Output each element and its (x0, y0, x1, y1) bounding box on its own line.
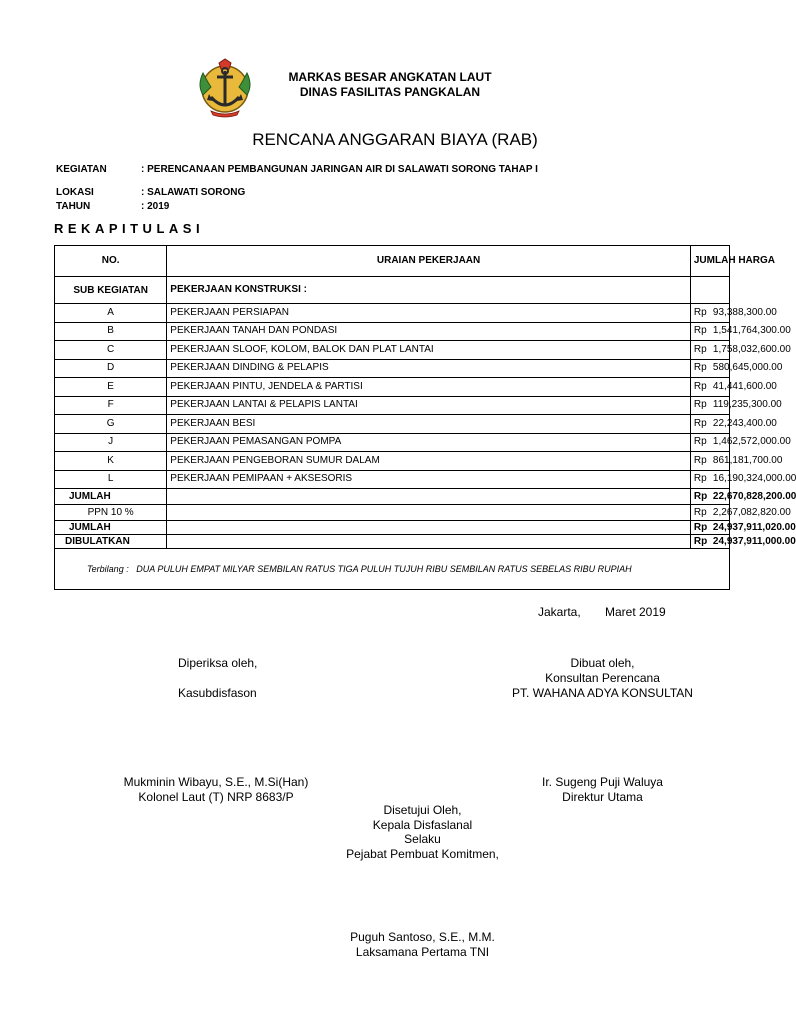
table-row (55, 396, 730, 415)
row-currency: Rp (690, 452, 710, 471)
lokasi-label: LOKASI (56, 187, 94, 198)
left-sig-name: Mukminin Wibayu, S.E., M.Si(Han) (123, 775, 309, 789)
org-name-line1: MARKAS BESAR ANGKATAN LAUT (288, 70, 492, 84)
row-amount: 16,190,324,000.00 (710, 470, 730, 489)
rab-table (54, 245, 796, 590)
row-uraian: PEKERJAAN PEMASANGAN POMPA (167, 433, 691, 452)
kegiatan-label: KEGIATAN (56, 164, 107, 175)
right-sig-rank: Direktur Utama (562, 790, 643, 804)
row-currency: Rp (690, 304, 710, 323)
table-row (55, 470, 730, 489)
row-uraian: PEKERJAAN SLOOF, KOLOM, BALOK DAN PLAT LANTAI (167, 341, 691, 360)
sub-kegiatan-row (55, 277, 730, 304)
row-amount: 861,181,700.00 (710, 452, 730, 471)
sub-kegiatan-title: PEKERJAAN KONSTRUKSI : (167, 277, 691, 304)
row-amount: 1,758,032,600.00 (710, 341, 730, 360)
row-no: C (55, 341, 167, 360)
ppn-label: PPN 10 % (55, 505, 167, 521)
table-row (55, 433, 730, 452)
row-uraian: PEKERJAAN LANTAI & PELAPIS LANTAI (167, 396, 691, 415)
table-row (55, 452, 730, 471)
dibulatkan-currency: Rp (690, 535, 710, 549)
item-rows (55, 304, 796, 489)
ppn-row (55, 505, 730, 521)
row-no: A (55, 304, 167, 323)
right-sig-line1: Dibuat oleh, (570, 656, 635, 670)
row-no: F (55, 396, 167, 415)
row-uraian: PEKERJAAN BESI (167, 415, 691, 434)
table-row (55, 378, 730, 397)
row-no: B (55, 322, 167, 341)
right-sig-name: Ir. Sugeng Puji Waluya (542, 775, 663, 789)
table-row (55, 359, 730, 378)
center-sig-rank: Laksamana Pertama TNI (355, 945, 490, 959)
row-currency: Rp (690, 341, 710, 360)
jumlah-currency: Rp (690, 489, 710, 505)
right-sig-line3: PT. WAHANA ADYA KONSULTAN (512, 686, 693, 700)
tahun-label: TAHUN (56, 201, 91, 212)
dibulatkan-row (55, 535, 730, 549)
document-title: RENCANA ANGGARAN BIAYA (RAB) (252, 130, 538, 149)
total-label: JUMLAH (55, 521, 167, 535)
jumlah-amount: 22,670,828,200.00 (710, 489, 730, 505)
row-no: E (55, 378, 167, 397)
row-currency: Rp (690, 359, 710, 378)
row-currency: Rp (690, 433, 710, 452)
ppn-amount: 2,267,082,820.00 (710, 505, 730, 521)
row-amount: 580,645,000.00 (710, 359, 730, 378)
row-currency: Rp (690, 322, 710, 341)
header-uraian: URAIAN PEKERJAAN (167, 246, 691, 277)
left-sig-rank: Kolonel Laut (T) NRP 8683/P (138, 790, 294, 804)
dibulatkan-amount: 24,937,911,000.00 (710, 535, 730, 549)
table-row (55, 322, 730, 341)
row-amount: 1,541,764,300.00 (710, 322, 730, 341)
section-title: REKAPITULASI (54, 221, 205, 236)
row-amount: 93,388,300.00 (710, 304, 730, 323)
center-sig-name: Puguh Santoso, S.E., M.M. (350, 930, 495, 944)
right-sig-line2: Konsultan Perencana (545, 671, 660, 685)
table-row (55, 304, 730, 323)
place-city: Jakarta, (538, 605, 581, 619)
terbilang-row (55, 549, 730, 590)
ppn-currency: Rp (690, 505, 710, 521)
total-amount: 24,937,911,020.00 (710, 521, 730, 535)
terbilang-text: DUA PULUH EMPAT MILYAR SEMBILAN RATUS TIGA PULUH TUJUH RIBU SEMBILAN RATUS SEBELAS RIBU RUPIAH (136, 564, 632, 574)
tahun-value: : 2019 (141, 201, 170, 212)
terbilang-cell (55, 549, 730, 590)
row-uraian: PEKERJAAN PINTU, JENDELA & PARTISI (167, 378, 691, 397)
row-no: K (55, 452, 167, 471)
row-no: J (55, 433, 167, 452)
jumlah-label: JUMLAH (55, 489, 167, 505)
center-sig-line1: Disetujui Oleh, (383, 803, 462, 817)
left-sig-line1: Diperiksa oleh, (178, 656, 258, 670)
row-amount: 22,243,400.00 (710, 415, 730, 434)
total-row (55, 521, 730, 535)
left-sig-line2: Kasubdisfason (178, 686, 257, 700)
row-amount: 41,441,600.00 (710, 378, 730, 397)
row-currency: Rp (690, 470, 710, 489)
row-uraian: PEKERJAAN DINDING & PELAPIS (167, 359, 691, 378)
terbilang-label: Terbilang : (87, 564, 129, 574)
row-currency: Rp (690, 396, 710, 415)
row-no: D (55, 359, 167, 378)
center-sig-line2: Kepala Disfaslanal (372, 818, 473, 832)
lokasi-value: : SALAWATI SORONG (141, 187, 246, 198)
row-no: G (55, 415, 167, 434)
row-currency: Rp (690, 378, 710, 397)
row-uraian: PEKERJAAN PENGEBORAN SUMUR DALAM (167, 452, 691, 471)
row-no: L (55, 470, 167, 489)
row-uraian: PEKERJAAN PERSIAPAN (167, 304, 691, 323)
total-currency: Rp (690, 521, 710, 535)
header-jumlah: JUMLAH HARGA (690, 246, 729, 277)
kegiatan-value: : PERENCANAAN PEMBANGUNAN JARINGAN AIR DI SALAWATI SORONG TAHAP I (141, 164, 538, 175)
row-uraian: PEKERJAAN TANAH DAN PONDASI (167, 322, 691, 341)
place-date: Maret 2019 (605, 605, 666, 619)
table-row (55, 341, 730, 360)
row-amount: 1,462,572,000.00 (710, 433, 730, 452)
row-amount: 119,235,300.00 (710, 396, 730, 415)
org-name-line2: DINAS FASILITAS PANGKALAN (299, 85, 481, 99)
table-row (55, 415, 730, 434)
row-currency: Rp (690, 415, 710, 434)
jumlah-row (55, 489, 730, 505)
center-sig-line4: Pejabat Pembuat Komitmen, (346, 847, 499, 861)
row-uraian: PEKERJAAN PEMIPAAN + AKSESORIS (167, 470, 691, 489)
sub-kegiatan-label: SUB KEGIATAN (55, 277, 167, 304)
header-no: NO. (55, 246, 167, 277)
table-header-row (55, 246, 730, 277)
center-sig-line3: Selaku (404, 832, 441, 846)
dibulatkan-label: DIBULATKAN (55, 535, 167, 549)
